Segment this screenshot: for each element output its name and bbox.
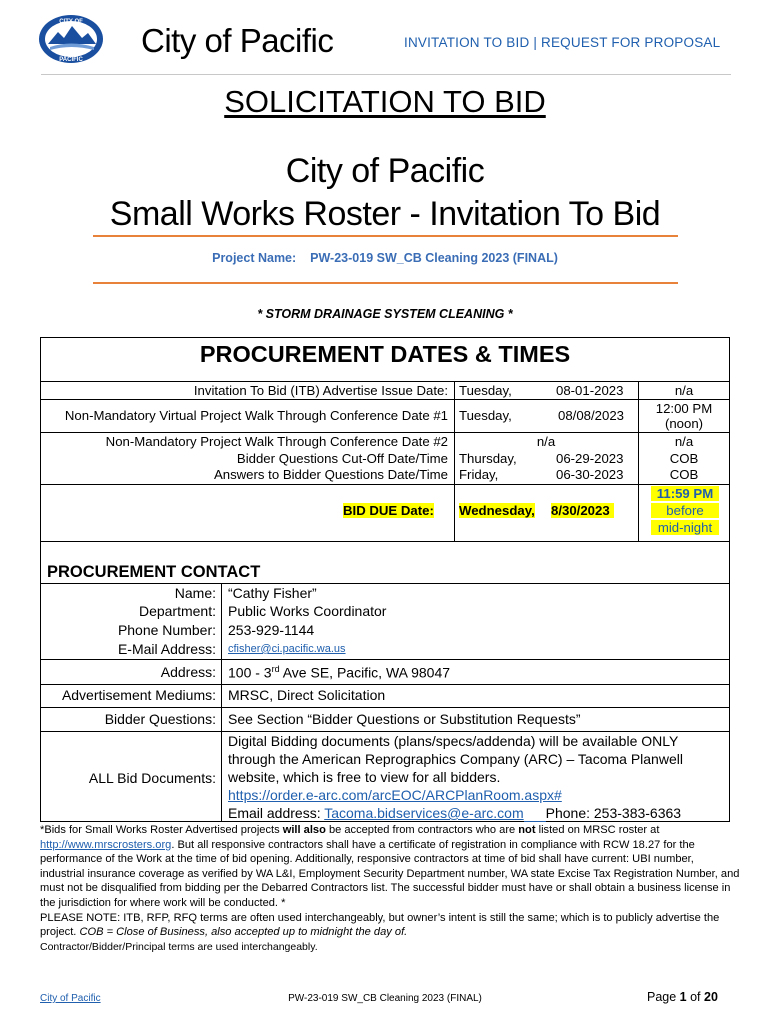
contact-address-label: Address: xyxy=(160,664,216,680)
all-bid-documents-label: ALL Bid Documents: xyxy=(88,770,216,786)
bid-due-time: 11:59 PM xyxy=(651,486,719,501)
dates-row-time: 12:00 PM xyxy=(655,401,713,416)
city-seal-logo xyxy=(38,14,104,64)
storm-drainage-note: * STORM DRAINAGE SYSTEM CLEANING * xyxy=(257,307,513,321)
mrsc-rosters-link[interactable]: http://www.mrscrosters.org xyxy=(40,838,172,851)
project-name-label: Project Name: xyxy=(212,251,297,265)
contact-dept-label: Department: xyxy=(138,603,216,619)
dates-row-day: Friday, xyxy=(459,467,499,482)
dates-row-time: n/a xyxy=(674,383,694,398)
dates-row-label: Non-Mandatory Project Walk Through Conference Date #2 xyxy=(105,434,448,449)
procurement-contact-title: PROCUREMENT CONTACT xyxy=(47,563,261,581)
contact-phone: 253-929-1144 xyxy=(228,622,315,638)
dates-row-date: 08/08/2023 xyxy=(558,408,625,423)
footnote-paragraph: *Bids for Small Works Roster Advertised projects will also be accepted from contractors who are not listed on MRSC roster at http://www.mrscrosters.org. But all responsive contractors shall have a certificate of registration in compliance with RCW 18.27 for the performance of the Work at the time of bid opening. Additionally, responsive contractors at time of bid shall have current: UBI number, industrial insurance coverage as verified by WA L&I, Employment Security Department number, WA state Excise Tax Registration Number, and must not be disqualified from bidding per the Debarred Contractors list. The successful bidder must have or shall obtain a business license in the jurisdiction for where work will be conducted. * xyxy=(40,824,740,909)
dates-row-label: Bidder Questions Cut-Off Date/Time xyxy=(236,451,448,466)
advertisement-mediums: MRSC, Direct Solicitation xyxy=(228,687,386,703)
orange-divider-top xyxy=(93,235,678,237)
dates-row-date: 08-01-2023 xyxy=(556,383,624,398)
contact-name: “Cathy Fisher” xyxy=(228,585,317,601)
footnote-note: PLEASE NOTE: ITB, RFP, RFQ terms are often used interchangeably, but owner’s intent is still the same; which is to publicly advertise the project. COB = Close of Business, also accepted up to midnight the day of. xyxy=(40,911,720,939)
solicitation-title: SOLICITATION TO BID xyxy=(224,84,546,119)
procurement-dates-title: PROCUREMENT DATES & TIMES xyxy=(199,341,571,367)
contact-email-link[interactable]: cfisher@ci.pacific.wa.us xyxy=(228,643,346,655)
dates-row-label: Non-Mandatory Virtual Project Walk Through Conference Date #1 xyxy=(64,408,448,423)
bid-due-time-before: before xyxy=(651,503,719,518)
orange-divider-bottom xyxy=(93,282,678,284)
bid-due-label: BID DUE Date: xyxy=(343,503,434,518)
footer-project-name: PW-23-019 SW_CB Cleaning 2023 (FINAL) xyxy=(288,993,482,1004)
dates-table-top-rule xyxy=(40,381,730,382)
contact-dept: Public Works Coordinator xyxy=(228,603,387,619)
dates-row-date: 06-30-2023 xyxy=(556,467,624,482)
dates-row-date: 06-29-2023 xyxy=(556,451,624,466)
arc-email-link[interactable]: Tacoma.bidservices@e-arc.com xyxy=(324,805,524,821)
project-name-line xyxy=(0,251,770,265)
advertisement-mediums-label: Advertisement Mediums: xyxy=(61,687,216,703)
bidder-questions-label: Bidder Questions: xyxy=(104,711,216,727)
contact-row-rule xyxy=(40,731,730,732)
dates-row-merged: n/a xyxy=(536,434,556,449)
dates-row-rule xyxy=(40,484,730,485)
svg-text:CITY OF: CITY OF xyxy=(59,19,83,25)
footnote-terms: Contractor/Bidder/Principal terms are used interchangeably. xyxy=(40,940,318,953)
dates-row-day: Thursday, xyxy=(459,451,517,466)
dates-row-time: COB xyxy=(669,467,699,482)
dates-table-bottom-rule xyxy=(40,541,730,542)
bid-documents-text-line: through the American Reprographics Company (ARC) – Tacoma Planwell xyxy=(228,751,683,767)
bid-documents-text-line: Digital Bidding documents (plans/specs/addenda) will be available ONLY xyxy=(228,733,679,749)
footer-page-number: Page 1 of 20 xyxy=(647,990,718,1004)
bid-due-date: 8/30/2023 xyxy=(551,503,614,518)
dates-row-label: Answers to Bidder Questions Date/Time xyxy=(213,467,448,482)
arc-planroom-link[interactable]: https://order.e-arc.com/arcEOC/ARCPlanRoom.aspx# xyxy=(228,787,562,803)
contact-row-rule xyxy=(40,684,730,685)
contact-row-rule xyxy=(40,659,730,660)
dates-row-label: Invitation To Bid (ITB) Advertise Issue Date: xyxy=(193,383,448,398)
city-name-heading: City of Pacific xyxy=(141,22,334,59)
dates-row-time-note: (noon) xyxy=(664,416,704,431)
dates-row-time: COB xyxy=(669,451,699,466)
bid-documents-text-line: website, which is free to view for all bidders. xyxy=(228,769,501,785)
dates-row-rule xyxy=(40,399,730,400)
contact-phone-label: Phone Number: xyxy=(117,622,216,638)
contact-email-label: E-Mail Address: xyxy=(117,641,216,657)
project-name-value: PW-23-019 SW_CB Cleaning 2023 (FINAL) xyxy=(310,251,558,265)
title-invitation: Small Works Roster - Invitation To Bid xyxy=(109,195,661,233)
dates-row-rule xyxy=(40,432,730,433)
bid-footnote xyxy=(40,823,740,954)
dates-col-divider-1 xyxy=(454,381,455,541)
contact-address: 100 - 3rd Ave SE, Pacific, WA 98047 xyxy=(228,664,451,681)
title-city: City of Pacific xyxy=(285,152,485,190)
contact-name-label: Name: xyxy=(174,585,216,601)
bid-due-day: Wednesday, xyxy=(459,503,535,518)
header-divider xyxy=(41,74,731,75)
dates-row-day: Tuesday, xyxy=(459,383,512,398)
contact-row-rule xyxy=(40,707,730,708)
contact-table-top-rule xyxy=(40,583,730,584)
dates-row-time: n/a xyxy=(674,434,694,449)
arc-contact-line: Email address: Tacoma.bidservices@e-arc.com Phone: 253-383-6363 xyxy=(228,805,682,821)
bidder-questions: See Section “Bidder Questions or Substitution Requests” xyxy=(228,711,581,727)
footer-city-link[interactable]: City of Pacific xyxy=(40,993,101,1004)
bid-due-time-midnight: mid-night xyxy=(651,520,719,535)
header-document-type: INVITATION TO BID | REQUEST FOR PROPOSAL xyxy=(404,35,721,50)
dates-row-day: Tuesday, xyxy=(459,408,512,423)
svg-text:PACIFIC: PACIFIC xyxy=(59,57,83,63)
arc-phone: Phone: 253-383-6363 xyxy=(545,805,682,821)
contact-col-divider xyxy=(221,583,222,822)
